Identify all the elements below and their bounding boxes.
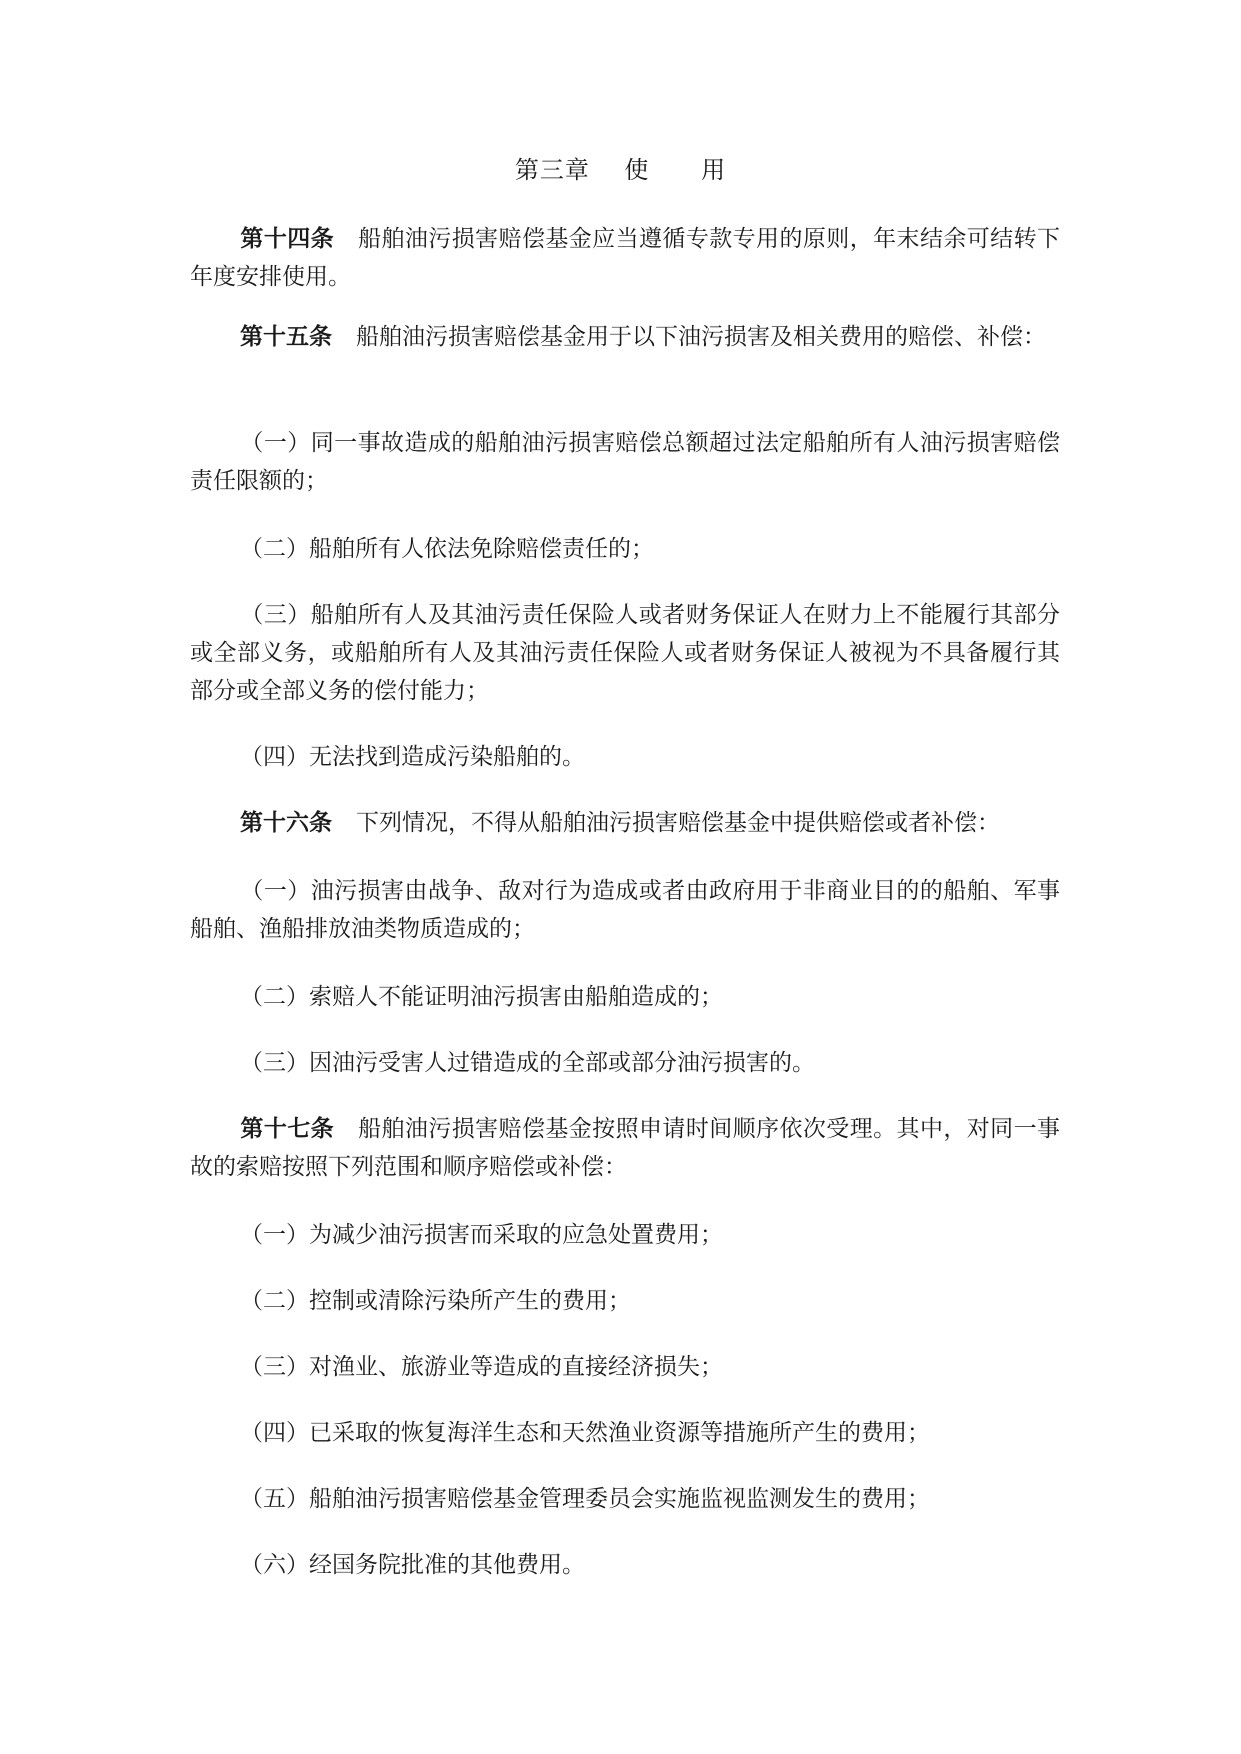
article-17-item-2: （二）控制或清除污染所产生的费用；: [240, 1288, 631, 1314]
article-17-item-4: （四）已采取的恢复海洋生态和天然渔业资源等措施所产生的费用；: [240, 1420, 930, 1446]
article-17-item-1: （一）为减少油污损害而采取的应急处置费用；: [240, 1222, 723, 1248]
article-16-text: 下列情况，不得从船舶油污损害赔偿基金中提供赔偿或者补偿：: [356, 810, 1000, 836]
article-15-item-1: （一）同一事故造成的船舶油污损害赔偿总额超过法定船舶所有人油污损害赔偿责任限额的；: [190, 430, 1060, 494]
article-15-item-4: （四）无法找到造成污染船舶的。: [240, 744, 585, 770]
article-15-item-2: （二）船舶所有人依法免除赔偿责任的；: [240, 536, 654, 562]
article-17-label: 第十七条: [240, 1115, 335, 1142]
chapter-title: 第三章 使 用: [514, 156, 727, 184]
article-16: [190, 804, 1060, 842]
article-16-item-3: （三）因油污受害人过错造成的全部或部分油污损害的。: [240, 1050, 815, 1076]
article-15-text: 船舶油污损害赔偿基金用于以下油污损害及相关费用的赔偿、补偿：: [356, 324, 1046, 350]
article-14-text: 船舶油污损害赔偿基金应当遵循专款专用的原则，年末结余可结转下年度安排使用。: [190, 226, 1061, 290]
article-17-item-5: （五）船舶油污损害赔偿基金管理委员会实施监视监测发生的费用；: [240, 1486, 930, 1512]
article-14-label: 第十四条: [240, 225, 335, 252]
article-17-text: 船舶油污损害赔偿基金按照申请时间顺序依次受理。其中，对同一事故的索赔按照下列范围和顺序赔偿或补偿：: [190, 1116, 1061, 1180]
article-16-label: 第十六条: [240, 809, 332, 836]
article-15-label: 第十五条: [240, 323, 332, 350]
article-16-item-1: （一）油污损害由战争、敌对行为造成或者由政府用于非商业目的的船舶、军事船舶、渔船排放油类物质造成的；: [190, 878, 1060, 942]
article-17-item-6: （六）经国务院批准的其他费用。: [240, 1552, 585, 1578]
article-15-item-3: （三）船舶所有人及其油污责任保险人或者财务保证人在财力上不能履行其部分或全部义务，或船舶所有人及其油污责任保险人或者财务保证人被视为不具备履行其部分或全部义务的偿付能力；: [190, 602, 1060, 704]
article-17: [190, 1110, 1060, 1186]
article-14: [190, 220, 1060, 296]
article-15: [190, 318, 1060, 356]
article-17-item-3: （三）对渔业、旅游业等造成的直接经济损失；: [240, 1354, 723, 1380]
article-16-item-2: （二）索赔人不能证明油污损害由船舶造成的；: [240, 984, 723, 1010]
